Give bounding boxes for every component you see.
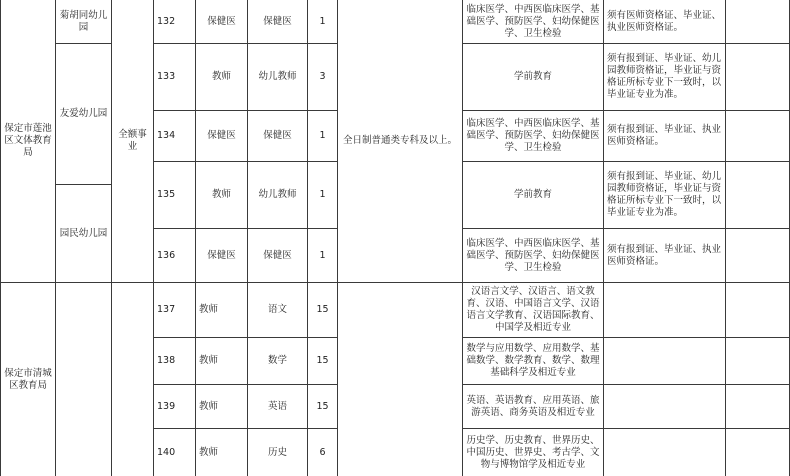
education-cell xyxy=(337,0,462,282)
remark-cell xyxy=(725,282,790,337)
school-cell xyxy=(55,184,111,282)
post-cell xyxy=(247,384,307,428)
education-label: 全日制普通类专科及以上。 xyxy=(342,135,457,146)
post-label: 英语 xyxy=(267,400,287,412)
number-label: 1 xyxy=(319,15,326,27)
major-label: 英语、英语教育、应用英语、旅游英语、商务英语及相近专业 xyxy=(466,394,600,418)
number-cell xyxy=(307,0,337,43)
category-label: 教师 xyxy=(211,71,231,82)
post-label: 历史 xyxy=(267,446,287,458)
category-label: 教师 xyxy=(199,304,219,315)
number-label: 15 xyxy=(316,304,329,315)
post-cell xyxy=(247,43,307,110)
number-cell xyxy=(307,337,337,384)
major-cell xyxy=(462,110,603,161)
other-label: 须有医师资格证、毕业证、执业医师资格证。 xyxy=(607,9,722,33)
code-label: 140 xyxy=(157,446,176,458)
number-cell xyxy=(307,43,337,110)
school-label: 菊胡同幼儿园 xyxy=(59,9,108,33)
post-label: 幼儿教师 xyxy=(258,189,297,200)
funding-cell-empty xyxy=(111,282,153,476)
code-cell xyxy=(153,0,195,43)
code-cell xyxy=(153,161,195,228)
category-cell xyxy=(195,110,247,161)
org-label: 保定市莲池区文体教育局 xyxy=(4,123,52,158)
remark-cell xyxy=(725,110,790,161)
code-label: 135 xyxy=(157,189,176,200)
post-label: 幼儿教师 xyxy=(258,71,297,82)
other-label: 须有报到证、毕业证、幼儿园教师资格证，毕业证与资格证所标专业下一致时，以毕业证专业为准。 xyxy=(607,171,722,218)
post-label: 保健医 xyxy=(263,15,292,27)
code-cell xyxy=(153,282,195,337)
code-label: 139 xyxy=(157,400,176,412)
number-label: 1 xyxy=(319,130,326,141)
number-label: 15 xyxy=(316,355,329,366)
number-cell xyxy=(307,161,337,228)
number-cell xyxy=(307,228,337,282)
org-label: 保定市清城区教育局 xyxy=(4,367,52,391)
post-label: 语文 xyxy=(267,304,287,315)
other-cell xyxy=(603,0,725,43)
school-cell xyxy=(55,43,111,184)
remark-cell xyxy=(725,161,790,228)
category-label: 保健医 xyxy=(207,130,236,141)
code-cell xyxy=(153,228,195,282)
remark-cell xyxy=(725,43,790,110)
remark-cell xyxy=(725,337,790,384)
category-cell xyxy=(195,161,247,228)
number-label: 15 xyxy=(316,400,329,412)
post-cell xyxy=(247,282,307,337)
remark-cell xyxy=(725,384,790,428)
number-cell xyxy=(307,428,337,476)
major-label: 学前教育 xyxy=(513,189,552,200)
number-label: 3 xyxy=(319,71,326,82)
category-label: 教师 xyxy=(199,446,219,458)
category-label: 保健医 xyxy=(207,15,236,27)
category-cell xyxy=(195,282,247,337)
number-label: 6 xyxy=(319,446,326,458)
major-label: 临床医学、中西医临床医学、基础医学、预防医学、妇幼保健医学、卫生检验 xyxy=(466,118,600,153)
org-cell-lianchi xyxy=(0,0,55,282)
post-label: 保健医 xyxy=(263,249,292,261)
remark-cell xyxy=(725,228,790,282)
school-label: 友爱幼儿园 xyxy=(59,108,108,119)
major-cell xyxy=(462,428,603,476)
other-cell xyxy=(603,337,725,384)
code-label: 132 xyxy=(157,15,176,27)
category-cell xyxy=(195,384,247,428)
code-label: 133 xyxy=(157,71,176,82)
major-cell xyxy=(462,384,603,428)
major-cell xyxy=(462,282,603,337)
category-label: 教师 xyxy=(199,355,219,366)
major-label: 历史学、历史教育、世界历史、中国历史、世界史、考古学、文物与博物馆学及相近专业 xyxy=(466,434,600,470)
code-cell xyxy=(153,43,195,110)
other-cell xyxy=(603,384,725,428)
number-label: 1 xyxy=(319,249,326,261)
category-label: 教师 xyxy=(199,400,219,412)
major-label: 汉语言文学、汉语言、语文教育、汉语、中国语言文学、汉语语言文学教育、汉语国际教育、中国学及相近专业 xyxy=(466,286,600,333)
number-cell xyxy=(307,110,337,161)
remark-cell xyxy=(725,0,790,43)
other-cell xyxy=(603,428,725,476)
other-cell xyxy=(603,110,725,161)
category-cell xyxy=(195,0,247,43)
major-cell xyxy=(462,43,603,110)
category-cell xyxy=(195,43,247,110)
other-cell xyxy=(603,228,725,282)
category-label: 教师 xyxy=(211,189,231,200)
major-cell xyxy=(462,228,603,282)
code-label: 136 xyxy=(157,249,176,261)
code-label: 137 xyxy=(157,304,176,315)
major-label: 学前教育 xyxy=(513,71,552,82)
school-label: 园民幼儿园 xyxy=(59,227,108,239)
other-cell xyxy=(603,282,725,337)
number-cell xyxy=(307,282,337,337)
major-cell xyxy=(462,161,603,228)
other-label: 须有报到证、毕业证、执业医师资格证。 xyxy=(607,124,722,147)
post-cell xyxy=(247,0,307,43)
code-cell xyxy=(153,337,195,384)
post-cell xyxy=(247,110,307,161)
major-label: 临床医学、中西医临床医学、基础医学、预防医学、妇幼保健医学、卫生检验 xyxy=(466,3,600,39)
code-label: 134 xyxy=(157,130,176,141)
major-label: 数学与应用数学、应用数学、基础数学、数学教育、数学、数理基础科学及相近专业 xyxy=(466,343,600,378)
post-cell xyxy=(247,228,307,282)
major-cell xyxy=(462,0,603,43)
funding-label: 全额事业 xyxy=(118,129,147,152)
funding-cell xyxy=(111,0,153,282)
education-cell-empty xyxy=(337,282,462,476)
post-cell xyxy=(247,428,307,476)
category-label: 保健医 xyxy=(207,249,236,261)
major-label: 临床医学、中西医临床医学、基础医学、预防医学、妇幼保健医学、卫生检验 xyxy=(466,237,600,273)
category-cell xyxy=(195,228,247,282)
school-cell-empty xyxy=(55,282,111,476)
major-cell xyxy=(462,337,603,384)
other-label: 须有报到证、毕业证、幼儿园教师资格证，毕业证与资格证所标专业下一致时，以毕业证专业为准。 xyxy=(607,53,722,100)
school-cell xyxy=(55,0,111,43)
category-cell xyxy=(195,428,247,476)
code-cell xyxy=(153,110,195,161)
post-label: 数学 xyxy=(267,355,287,366)
number-cell xyxy=(307,384,337,428)
other-cell xyxy=(603,161,725,228)
number-label: 1 xyxy=(319,189,326,200)
category-cell xyxy=(195,337,247,384)
post-cell xyxy=(247,161,307,228)
code-cell xyxy=(153,428,195,476)
other-label: 须有报到证、毕业证、执业医师资格证。 xyxy=(607,243,722,267)
post-label: 保健医 xyxy=(263,130,292,141)
post-cell xyxy=(247,337,307,384)
code-cell xyxy=(153,384,195,428)
org-cell-qingcheng xyxy=(0,282,55,476)
remark-cell xyxy=(725,428,790,476)
other-cell xyxy=(603,43,725,110)
code-label: 138 xyxy=(157,355,176,366)
